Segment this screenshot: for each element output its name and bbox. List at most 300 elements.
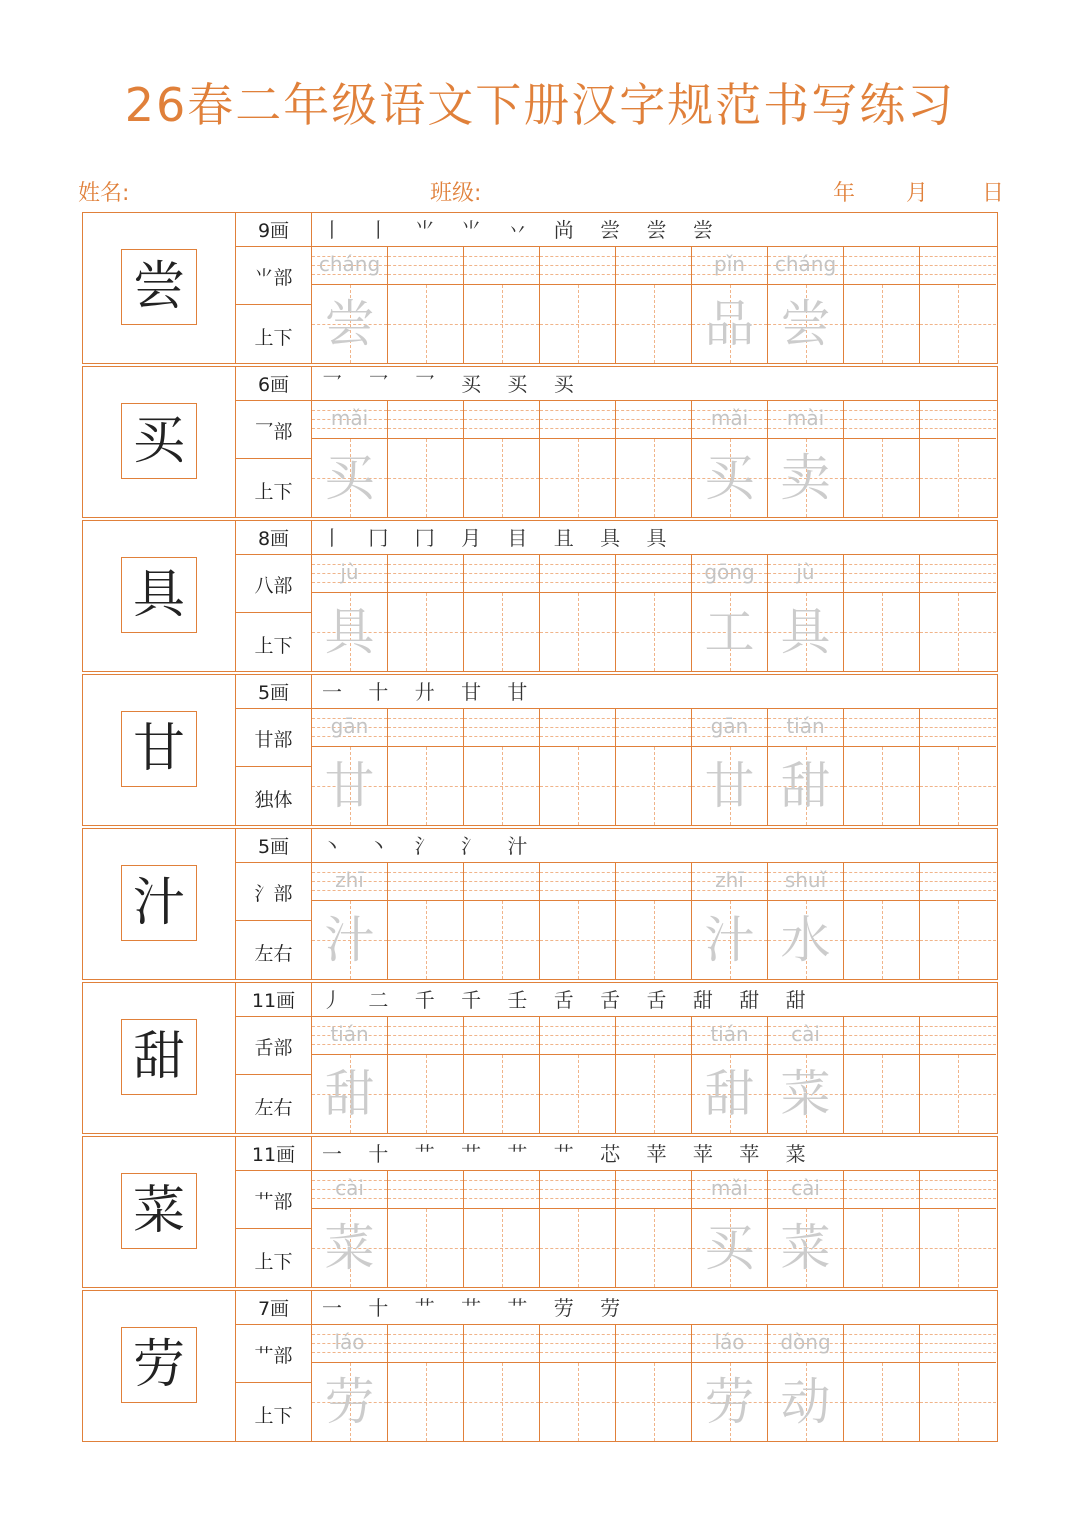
structure: 上下 <box>254 635 293 657</box>
pinyin-lines <box>388 1325 463 1363</box>
practice-row <box>82 674 998 826</box>
tian-grid <box>540 1055 615 1133</box>
pinyin-guide-line <box>844 582 919 583</box>
writing-cell[interactable] <box>388 1017 464 1133</box>
name-label: 姓名: <box>78 181 130 206</box>
writing-cell[interactable] <box>312 401 388 517</box>
pinyin-lines <box>388 1017 463 1055</box>
writing-cell[interactable] <box>540 709 616 825</box>
writing-cell[interactable] <box>616 1325 692 1441</box>
writing-cell[interactable] <box>616 1171 692 1287</box>
writing-cell[interactable] <box>692 247 768 363</box>
pinyin-lines <box>920 401 996 439</box>
character-info <box>236 213 312 363</box>
pinyin-text: gōng <box>704 560 755 584</box>
target-character: 甜 <box>121 1019 197 1095</box>
pinyin-guide-line <box>388 1198 463 1199</box>
pinyin-guide-line <box>616 410 691 411</box>
pinyin-guide-line <box>464 1180 539 1181</box>
tian-grid <box>920 747 996 825</box>
pinyin-guide-line <box>920 727 996 728</box>
trace-character <box>844 593 919 671</box>
tian-grid <box>844 439 919 517</box>
character-info <box>236 1291 312 1441</box>
pinyin-guide-line <box>540 410 615 411</box>
writing-cell[interactable] <box>768 863 844 979</box>
pinyin-guide-line <box>920 256 996 257</box>
writing-cell[interactable] <box>768 1171 844 1287</box>
trace-character: 甜 <box>324 1065 375 1123</box>
trace-character <box>920 439 996 517</box>
writing-cell[interactable] <box>920 863 996 979</box>
writing-cell[interactable] <box>768 1325 844 1441</box>
pinyin-guide-line <box>920 1180 996 1181</box>
stroke-order: 一 十 艹 艹 艹 劳 劳 <box>312 1291 997 1325</box>
pinyin-guide-line <box>844 410 919 411</box>
writing-cell[interactable] <box>464 555 540 671</box>
pinyin-lines <box>464 247 539 285</box>
writing-cell[interactable] <box>920 1325 996 1441</box>
pinyin-guide-line <box>540 1334 615 1335</box>
tian-grid <box>464 1363 539 1441</box>
trace-character <box>920 593 996 671</box>
trace-character: 动 <box>780 1373 831 1431</box>
pinyin-guide-line <box>388 890 463 891</box>
pinyin-guide-line <box>616 1180 691 1181</box>
trace-character <box>844 1055 919 1133</box>
structure: 左右 <box>254 943 293 965</box>
tian-grid <box>616 1209 691 1287</box>
tian-grid <box>616 1363 691 1441</box>
writing-cell[interactable] <box>540 1171 616 1287</box>
writing-cell[interactable] <box>692 1171 768 1287</box>
tian-grid <box>692 285 767 363</box>
trace-character <box>616 747 691 825</box>
tian-grid <box>540 285 615 363</box>
pinyin-guide-line <box>616 1044 691 1045</box>
structure: 上下 <box>254 327 293 349</box>
pinyin-guide-line <box>844 265 919 266</box>
writing-cell[interactable] <box>692 555 768 671</box>
pinyin-lines <box>388 709 463 747</box>
pinyin-lines <box>616 1017 691 1055</box>
writing-cell[interactable] <box>768 401 844 517</box>
target-character: 菜 <box>121 1173 197 1249</box>
writing-cell[interactable] <box>920 1171 996 1287</box>
pinyin-guide-line <box>540 1352 615 1353</box>
trace-character <box>388 285 463 363</box>
pinyin-guide-line <box>464 265 539 266</box>
stroke-order: 丶 丶 氵 氵 汁 <box>312 829 997 863</box>
structure: 左右 <box>254 1097 293 1119</box>
pinyin-guide-line <box>388 881 463 882</box>
writing-cell[interactable] <box>768 247 844 363</box>
writing-cell[interactable] <box>692 401 768 517</box>
writing-cell[interactable] <box>768 555 844 671</box>
pinyin-lines <box>844 1017 919 1055</box>
radical: 艹部 <box>236 1325 311 1383</box>
pinyin-lines <box>844 863 919 901</box>
pinyin-lines <box>844 1325 919 1363</box>
tian-grid <box>464 901 539 979</box>
trace-character <box>540 439 615 517</box>
pinyin-guide-line <box>616 582 691 583</box>
pinyin-lines <box>312 247 387 285</box>
pinyin-guide-line <box>920 573 996 574</box>
character-info <box>236 983 312 1133</box>
pinyin-guide-line <box>540 573 615 574</box>
writing-cell[interactable] <box>920 247 996 363</box>
stroke-count: 11画 <box>236 1137 311 1171</box>
pinyin-guide-line <box>540 256 615 257</box>
pinyin-lines <box>616 863 691 901</box>
radical: 甘部 <box>236 709 311 767</box>
pinyin-text: zhī <box>715 868 744 892</box>
stroke-order: 丨 丨 ⺌ ⺌ 丷 尚 尝 尝 尝 <box>312 213 997 247</box>
stroke-order: 一 十 艹 艹 艹 艹 芯 苹 苹 苹 菜 <box>312 1137 997 1171</box>
character-info <box>236 829 312 979</box>
pinyin-guide-line <box>464 582 539 583</box>
writing-cell[interactable] <box>692 709 768 825</box>
stroke-count: 11画 <box>236 983 311 1017</box>
pinyin-text: tián <box>786 714 825 738</box>
pinyin-guide-line <box>616 1343 691 1344</box>
target-character: 汁 <box>121 865 197 941</box>
pinyin-guide-line <box>616 564 691 565</box>
month-label: 月 <box>906 181 929 206</box>
writing-grid <box>312 247 997 363</box>
pinyin-guide-line <box>388 265 463 266</box>
pinyin-lines <box>692 247 767 285</box>
target-character-cell <box>83 1137 236 1287</box>
writing-cell[interactable] <box>464 709 540 825</box>
writing-cell[interactable] <box>692 1017 768 1133</box>
pinyin-lines <box>312 401 387 439</box>
pinyin-lines <box>464 401 539 439</box>
writing-cell[interactable] <box>388 1171 464 1287</box>
pinyin-guide-line <box>464 1198 539 1199</box>
pinyin-guide-line <box>388 1180 463 1181</box>
pinyin-text: cài <box>791 1176 820 1200</box>
trace-character <box>464 593 539 671</box>
writing-cell[interactable] <box>464 1017 540 1133</box>
tian-grid <box>692 1209 767 1287</box>
writing-cell[interactable] <box>920 1017 996 1133</box>
pinyin-guide-line <box>464 1044 539 1045</box>
writing-cell[interactable] <box>540 401 616 517</box>
trace-character: 菜 <box>780 1219 831 1277</box>
pinyin-guide-line <box>464 256 539 257</box>
writing-cell[interactable] <box>844 863 920 979</box>
pinyin-guide-line <box>540 265 615 266</box>
pinyin-guide-line <box>540 1035 615 1036</box>
target-character-cell <box>83 367 236 517</box>
pinyin-lines <box>464 863 539 901</box>
pinyin-guide-line <box>920 736 996 737</box>
pinyin-guide-line <box>920 872 996 873</box>
pinyin-text: cháng <box>774 252 837 276</box>
tian-grid <box>616 901 691 979</box>
writing-grid <box>312 1171 997 1287</box>
writing-cell[interactable] <box>540 247 616 363</box>
pinyin-lines <box>540 1325 615 1363</box>
pinyin-lines <box>312 1325 387 1363</box>
pinyin-guide-line <box>388 256 463 257</box>
pinyin-lines <box>312 863 387 901</box>
writing-cell[interactable] <box>312 1017 388 1133</box>
pinyin-lines <box>920 1017 996 1055</box>
tian-grid <box>464 439 539 517</box>
pinyin-text: jù <box>340 560 359 584</box>
tian-grid <box>312 1209 387 1287</box>
character-info <box>236 1137 312 1287</box>
pinyin-guide-line <box>920 1343 996 1344</box>
writing-cell[interactable] <box>312 247 388 363</box>
writing-cell[interactable] <box>616 555 692 671</box>
tian-grid <box>692 1055 767 1133</box>
writing-cell[interactable] <box>844 1325 920 1441</box>
pinyin-lines <box>692 401 767 439</box>
pinyin-guide-line <box>844 1343 919 1344</box>
writing-cell[interactable] <box>312 555 388 671</box>
pinyin-guide-line <box>464 1026 539 1027</box>
trace-character: 甘 <box>324 757 375 815</box>
pinyin-text: mǎi <box>330 406 369 430</box>
writing-cell[interactable] <box>616 863 692 979</box>
pinyin-guide-line <box>388 564 463 565</box>
pinyin-guide-line <box>616 419 691 420</box>
trace-character <box>540 593 615 671</box>
pinyin-guide-line <box>540 419 615 420</box>
pinyin-guide-line <box>388 718 463 719</box>
trace-character <box>464 285 539 363</box>
tian-grid <box>388 285 463 363</box>
writing-cell[interactable] <box>464 401 540 517</box>
writing-cell[interactable] <box>312 1325 388 1441</box>
tian-grid <box>540 439 615 517</box>
pinyin-text: mài <box>786 406 825 430</box>
pinyin-guide-line <box>464 274 539 275</box>
stroke-order: 乛 乛 乛 买 买 买 <box>312 367 997 401</box>
writing-cell[interactable] <box>388 401 464 517</box>
pinyin-guide-line <box>388 1334 463 1335</box>
writing-cell[interactable] <box>616 401 692 517</box>
radical: 舌部 <box>236 1017 311 1075</box>
trace-character: 买 <box>704 449 755 507</box>
pinyin-guide-line <box>388 1352 463 1353</box>
pinyin-guide-line <box>844 256 919 257</box>
writing-cell[interactable] <box>844 1017 920 1133</box>
trace-character <box>464 901 539 979</box>
trace-character: 汁 <box>324 911 375 969</box>
writing-cell[interactable] <box>388 1325 464 1441</box>
pinyin-lines <box>464 1325 539 1363</box>
tian-grid <box>920 593 996 671</box>
tian-grid <box>692 901 767 979</box>
pinyin-guide-line <box>616 727 691 728</box>
pinyin-text: tián <box>330 1022 369 1046</box>
writing-cell[interactable] <box>464 1325 540 1441</box>
class-label: 班级: <box>430 181 482 206</box>
pinyin-guide-line <box>920 582 996 583</box>
practice-row <box>82 212 998 364</box>
pinyin-guide-line <box>616 1189 691 1190</box>
pinyin-guide-line <box>464 1035 539 1036</box>
pinyin-guide-line <box>616 265 691 266</box>
writing-grid <box>312 863 997 979</box>
trace-character <box>920 285 996 363</box>
tian-grid <box>540 901 615 979</box>
pinyin-guide-line <box>844 1198 919 1199</box>
tian-grid <box>920 901 996 979</box>
pinyin-guide-line <box>616 736 691 737</box>
pinyin-guide-line <box>920 881 996 882</box>
pinyin-guide-line <box>540 1180 615 1181</box>
pinyin-guide-line <box>464 410 539 411</box>
tian-grid <box>844 1055 919 1133</box>
pinyin-lines <box>768 709 843 747</box>
writing-cell[interactable] <box>920 401 996 517</box>
writing-cell[interactable] <box>540 863 616 979</box>
trace-character <box>616 285 691 363</box>
pinyin-guide-line <box>464 1189 539 1190</box>
pinyin-lines <box>616 555 691 593</box>
tian-grid <box>768 901 843 979</box>
writing-cell[interactable] <box>616 247 692 363</box>
writing-cell[interactable] <box>844 1171 920 1287</box>
pinyin-text: gān <box>330 714 369 738</box>
pinyin-guide-line <box>540 1343 615 1344</box>
writing-cell[interactable] <box>844 401 920 517</box>
stroke-order: 丿 二 千 千 壬 舌 舌 舌 甜 甜 甜 <box>312 983 997 1017</box>
tian-grid <box>768 439 843 517</box>
writing-cell[interactable] <box>388 247 464 363</box>
pinyin-guide-line <box>388 582 463 583</box>
pinyin-guide-line <box>464 564 539 565</box>
pinyin-lines <box>312 1171 387 1209</box>
radical: 艹部 <box>236 1171 311 1229</box>
writing-cell[interactable] <box>464 247 540 363</box>
trace-character <box>388 747 463 825</box>
pinyin-lines <box>540 555 615 593</box>
trace-character: 品 <box>704 295 755 353</box>
trace-character: 甜 <box>704 1065 755 1123</box>
trace-character <box>920 1209 996 1287</box>
writing-cell[interactable] <box>616 709 692 825</box>
pinyin-guide-line <box>616 573 691 574</box>
writing-cell[interactable] <box>540 1017 616 1133</box>
trace-character: 水 <box>780 911 831 969</box>
pinyin-guide-line <box>540 890 615 891</box>
pinyin-guide-line <box>464 872 539 873</box>
trace-character <box>616 439 691 517</box>
writing-cell[interactable] <box>540 555 616 671</box>
pinyin-lines <box>312 709 387 747</box>
writing-cell[interactable] <box>768 1017 844 1133</box>
target-character: 尝 <box>121 249 197 325</box>
tian-grid <box>768 1209 843 1287</box>
writing-cell[interactable] <box>844 709 920 825</box>
trace-character <box>388 1209 463 1287</box>
writing-cell[interactable] <box>388 709 464 825</box>
pinyin-lines <box>920 247 996 285</box>
pinyin-guide-line <box>920 718 996 719</box>
writing-grid <box>312 709 997 825</box>
character-info <box>236 675 312 825</box>
pinyin-guide-line <box>388 573 463 574</box>
tian-grid <box>692 747 767 825</box>
pinyin-lines <box>540 1171 615 1209</box>
writing-cell[interactable] <box>540 1325 616 1441</box>
page-title: 26春二年级语文下册汉字规范书写练习 <box>124 78 956 132</box>
tian-grid <box>768 1055 843 1133</box>
pinyin-guide-line <box>388 1026 463 1027</box>
writing-cell[interactable] <box>920 709 996 825</box>
pinyin-guide-line <box>844 274 919 275</box>
pinyin-guide-line <box>616 1035 691 1036</box>
pinyin-lines <box>312 555 387 593</box>
target-character: 甘 <box>121 711 197 787</box>
tian-grid <box>616 285 691 363</box>
pinyin-text: mǎi <box>710 1176 749 1200</box>
trace-character <box>616 1363 691 1441</box>
writing-cell[interactable] <box>464 1171 540 1287</box>
writing-cell[interactable] <box>844 555 920 671</box>
stroke-count: 8画 <box>236 521 311 555</box>
writing-cell[interactable] <box>312 709 388 825</box>
pinyin-guide-line <box>844 872 919 873</box>
pinyin-guide-line <box>464 727 539 728</box>
pinyin-lines <box>616 709 691 747</box>
writing-cell[interactable] <box>312 1171 388 1287</box>
pinyin-guide-line <box>920 890 996 891</box>
pinyin-text: cháng <box>318 252 381 276</box>
pinyin-lines <box>540 1017 615 1055</box>
pinyin-text: láo <box>714 1330 745 1354</box>
pinyin-guide-line <box>540 1026 615 1027</box>
writing-cell[interactable] <box>388 555 464 671</box>
writing-cell[interactable] <box>312 863 388 979</box>
pinyin-text: jù <box>796 560 815 584</box>
target-character-cell <box>83 675 236 825</box>
pinyin-guide-line <box>540 428 615 429</box>
writing-cell[interactable] <box>844 247 920 363</box>
pinyin-lines <box>388 555 463 593</box>
writing-grid <box>312 1325 997 1441</box>
pinyin-lines <box>464 555 539 593</box>
pinyin-guide-line <box>388 410 463 411</box>
writing-cell[interactable] <box>692 863 768 979</box>
target-character-cell <box>83 521 236 671</box>
writing-cell[interactable] <box>768 709 844 825</box>
pinyin-lines <box>540 863 615 901</box>
trace-character <box>616 1055 691 1133</box>
pinyin-guide-line <box>464 736 539 737</box>
tian-grid <box>844 901 919 979</box>
writing-cell[interactable] <box>388 863 464 979</box>
pinyin-guide-line <box>844 419 919 420</box>
writing-cell[interactable] <box>692 1325 768 1441</box>
pinyin-lines <box>844 1171 919 1209</box>
writing-cell[interactable] <box>464 863 540 979</box>
trace-character <box>540 747 615 825</box>
writing-cell[interactable] <box>616 1017 692 1133</box>
tian-grid <box>692 1363 767 1441</box>
pinyin-guide-line <box>540 1198 615 1199</box>
writing-cell[interactable] <box>920 555 996 671</box>
pinyin-lines <box>692 1171 767 1209</box>
tian-grid <box>844 285 919 363</box>
